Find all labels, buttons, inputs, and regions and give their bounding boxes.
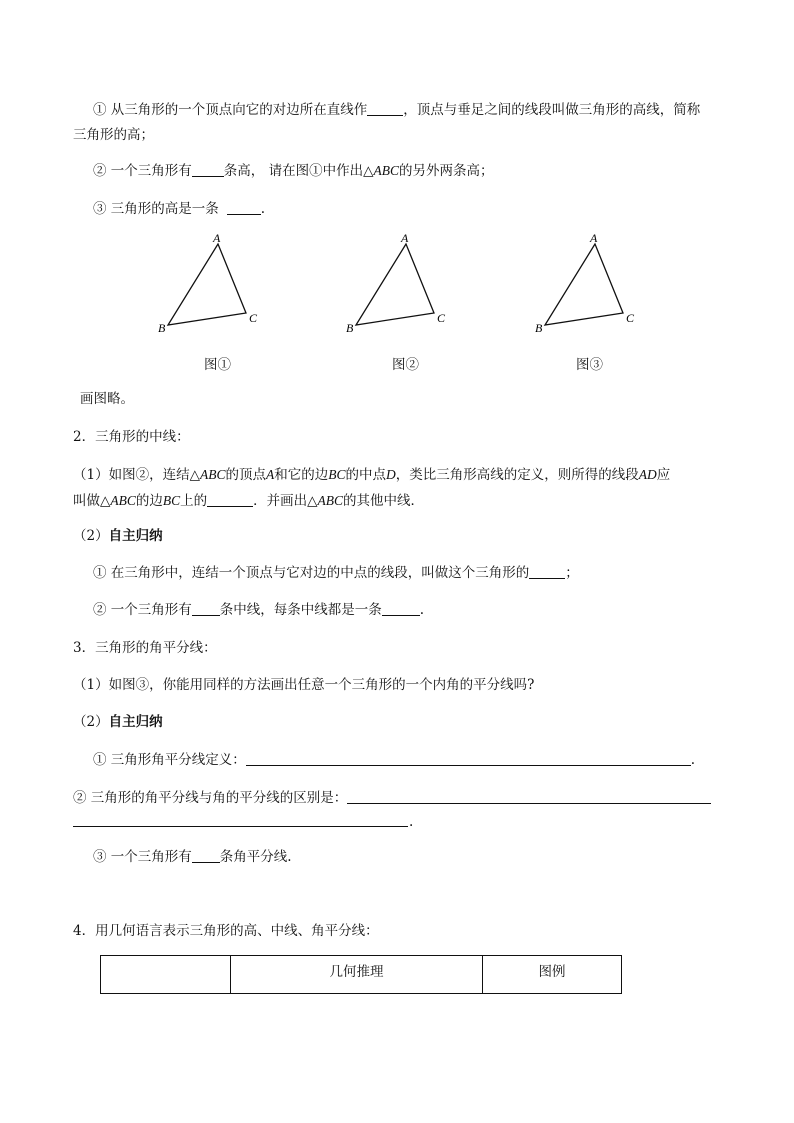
altitude-q3: ③ 三角形的高是一条 . [93,201,266,217]
bisector-s2: ② 三角形的角平分线与角的平分线的区别是： [73,789,711,807]
answer-blank[interactable] [246,752,691,766]
vertex-label-c: C [626,311,635,325]
bisector-s1: ① 三角形角平分线定义： . [93,752,696,768]
answer-blank[interactable] [192,849,220,863]
median-s1: ① 在三角形中，连结一个顶点与它对边的中点的线段，叫做这个三角形的 ； [93,565,579,581]
answer-blank[interactable] [347,790,711,804]
median-p1-line2: 叫做△ABC的边BC上的 ．并画出△ABC的其他中线． [73,493,425,509]
figure-caption-2: 图② [392,357,419,373]
median-s2: ② 一个三角形有 条中线，每条中线都是一条 . [93,602,425,618]
note-drawing-omitted: 画图略。 [80,391,134,407]
vertex-label-a: A [590,231,598,245]
vertex-label-b: B [158,321,166,335]
triangle-figure-3 [527,230,647,340]
geometry-table [100,955,622,994]
vertex-label-a: A [213,231,221,245]
bisector-s3: ③ 一个三角形有 条角平分线. [93,849,292,865]
answer-blank-continued[interactable] [73,825,408,827]
vertex-label-b: B [535,321,543,335]
triangle-abc [356,244,434,325]
table-header-blank [101,956,231,994]
altitude-q1-post: ，顶点与垂足之间的线段叫做三角形的高线，简称 [403,102,701,118]
bisector-heading: 3．三角形的角平分线： [73,640,217,656]
answer-blank[interactable] [227,201,261,215]
bisector-p1: （1）如图③，你能用同样的方法画出任意一个三角形的一个内角的平分线吗? [73,677,535,693]
vertex-label-b: B [346,321,354,335]
altitude-q1-line1 [93,101,700,119]
vertex-label-c: C [437,311,446,325]
answer-blank[interactable] [207,493,253,507]
altitude-q1-pre: ① 从三角形的一个顶点向它的对边所在直线作 [93,102,368,118]
altitude-q1-line2: 三角形的高； [73,127,154,143]
bisector-s2-end: . [409,814,414,830]
vertex-label-a: A [401,231,409,245]
answer-blank[interactable] [382,602,420,616]
bisector-sub-heading: （2）自主归纳 [73,714,163,730]
altitude-q2: ② 一个三角形有 条高， 请在图①中作出△ABC的另外两条高； [93,163,494,179]
triangle-figure-2 [338,230,458,340]
vertex-label-c: C [249,311,258,325]
figure-caption-1: 图① [204,357,231,373]
figure-caption-3: 图③ [576,357,603,373]
table-row [101,956,622,994]
triangle-figure-1 [150,230,270,340]
table-header-figure: 图例 [483,956,622,994]
median-heading: 2．三角形的中线： [73,429,190,445]
median-sub-heading: （2）自主归纳 [73,528,163,544]
table-header-reasoning: 几何推理 [231,956,483,994]
median-p1-line1: （1）如图②，连结△ABC的顶点A和它的边BC的中点D，类比三角形高线的定义，则所得的线段AD应 [73,467,671,483]
answer-blank[interactable] [529,565,565,579]
answer-blank[interactable] [192,602,220,616]
answer-blank[interactable] [192,163,224,177]
triangle-abc [545,244,623,325]
triangle-abc [168,244,246,325]
answer-blank[interactable] [367,102,403,116]
section4-heading: 4．用几何语言表示三角形的高、中线、角平分线： [73,923,379,939]
